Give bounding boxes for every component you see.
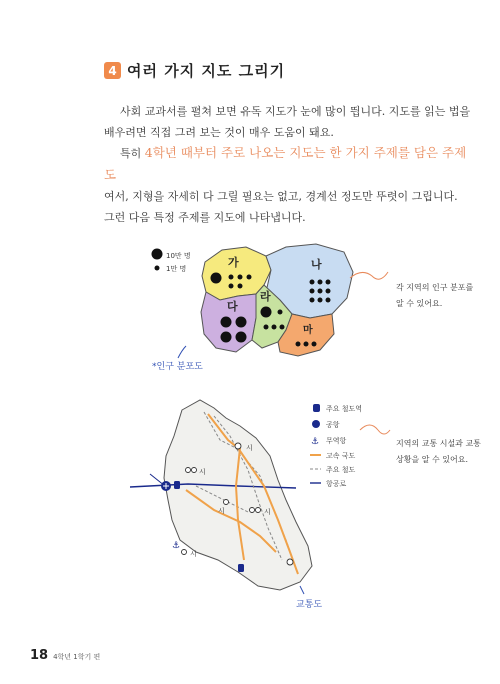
legend-harbor-icon: ⚓ — [311, 437, 320, 447]
para2-line-2: 여서, 지형을 자세히 다 그릴 필요는 없고, 경계선 정도만 뚜렷이 그립니다. — [104, 190, 458, 203]
region-label-ra: 라 — [260, 290, 271, 303]
population-note-connector — [350, 272, 388, 279]
legend-label-airport: 공항 — [326, 421, 340, 429]
transport-note-line-2: 상황을 알 수 있어요. — [396, 455, 468, 464]
legend-airport-icon — [312, 420, 320, 428]
population-note-line-2: 알 수 있어요. — [396, 299, 443, 308]
population-dots-ma — [296, 342, 317, 347]
legend-label-station: 주요 철도역 — [326, 405, 363, 413]
legend-small-label: 1만 명 — [166, 265, 187, 273]
transport-legend — [310, 404, 362, 488]
population-map — [152, 244, 389, 372]
legend-small-dot — [155, 266, 160, 271]
city-label-3: 시 — [218, 507, 225, 515]
region-label-ma: 마 — [303, 325, 313, 336]
city-label-4: 시 — [264, 508, 271, 516]
transport-map-note — [396, 436, 481, 468]
section-number-badge: 4 — [104, 62, 121, 79]
population-note-line-1: 각 지역의 인구 분포를 — [396, 283, 474, 292]
population-dots-na — [310, 280, 331, 303]
city-label-2: 시 — [199, 468, 206, 476]
region-label-ga: 가 — [228, 256, 239, 269]
harbor-icon: ⚓ — [172, 541, 181, 551]
book-label: 4학년 1학기 편 — [53, 653, 101, 661]
legend-label-sea-route: 항공로 — [326, 480, 347, 488]
city-label-1: 시 — [246, 444, 253, 452]
transport-note-connector — [360, 425, 390, 434]
population-map-caption: *인구 분포도 — [152, 362, 203, 372]
page-footer — [30, 648, 100, 663]
page-number: 18 — [30, 648, 49, 663]
region-label-na: 나 — [311, 258, 322, 271]
train-station-icon — [238, 564, 244, 572]
intro-line-2: 배우려면 직접 그려 보는 것이 매우 도움이 돼요. — [104, 126, 334, 139]
legend-label-railway: 주요 철도 — [326, 466, 356, 474]
population-map-note — [396, 280, 473, 312]
transport-note-line-1: 지역의 교통 시설과 교통 — [396, 439, 481, 448]
legend-train-station-icon — [313, 404, 320, 412]
para2-lead: 특히 — [120, 147, 145, 160]
transport-caption-pointer — [300, 586, 304, 594]
train-station-icon — [174, 481, 180, 489]
city-label-5: 시 — [190, 550, 197, 558]
caption-pointer — [178, 346, 186, 358]
legend-big-label: 10만 명 — [166, 252, 191, 260]
legend-label-harbor: 무역항 — [326, 437, 347, 445]
transport-map-caption: 교통도 — [296, 600, 323, 610]
legend-big-dot — [152, 249, 163, 260]
intro-line-1: 사회 교과서를 펼쳐 보면 유독 지도가 눈에 많이 띕니다. 지도를 읽는 법을 — [120, 105, 471, 118]
highlighted-text: 4학년 때부터 주로 나오는 지도는 한 가지 주제를 담은 주제도 — [104, 145, 467, 182]
transport-map — [130, 400, 390, 610]
legend-label-expressway: 고속 국도 — [326, 452, 356, 460]
section-title: 여러 가지 지도 그리기 — [127, 62, 286, 80]
region-label-da: 다 — [227, 300, 238, 313]
para2-line-3: 그런 다음 특정 주제를 지도에 나타냅니다. — [104, 211, 306, 224]
